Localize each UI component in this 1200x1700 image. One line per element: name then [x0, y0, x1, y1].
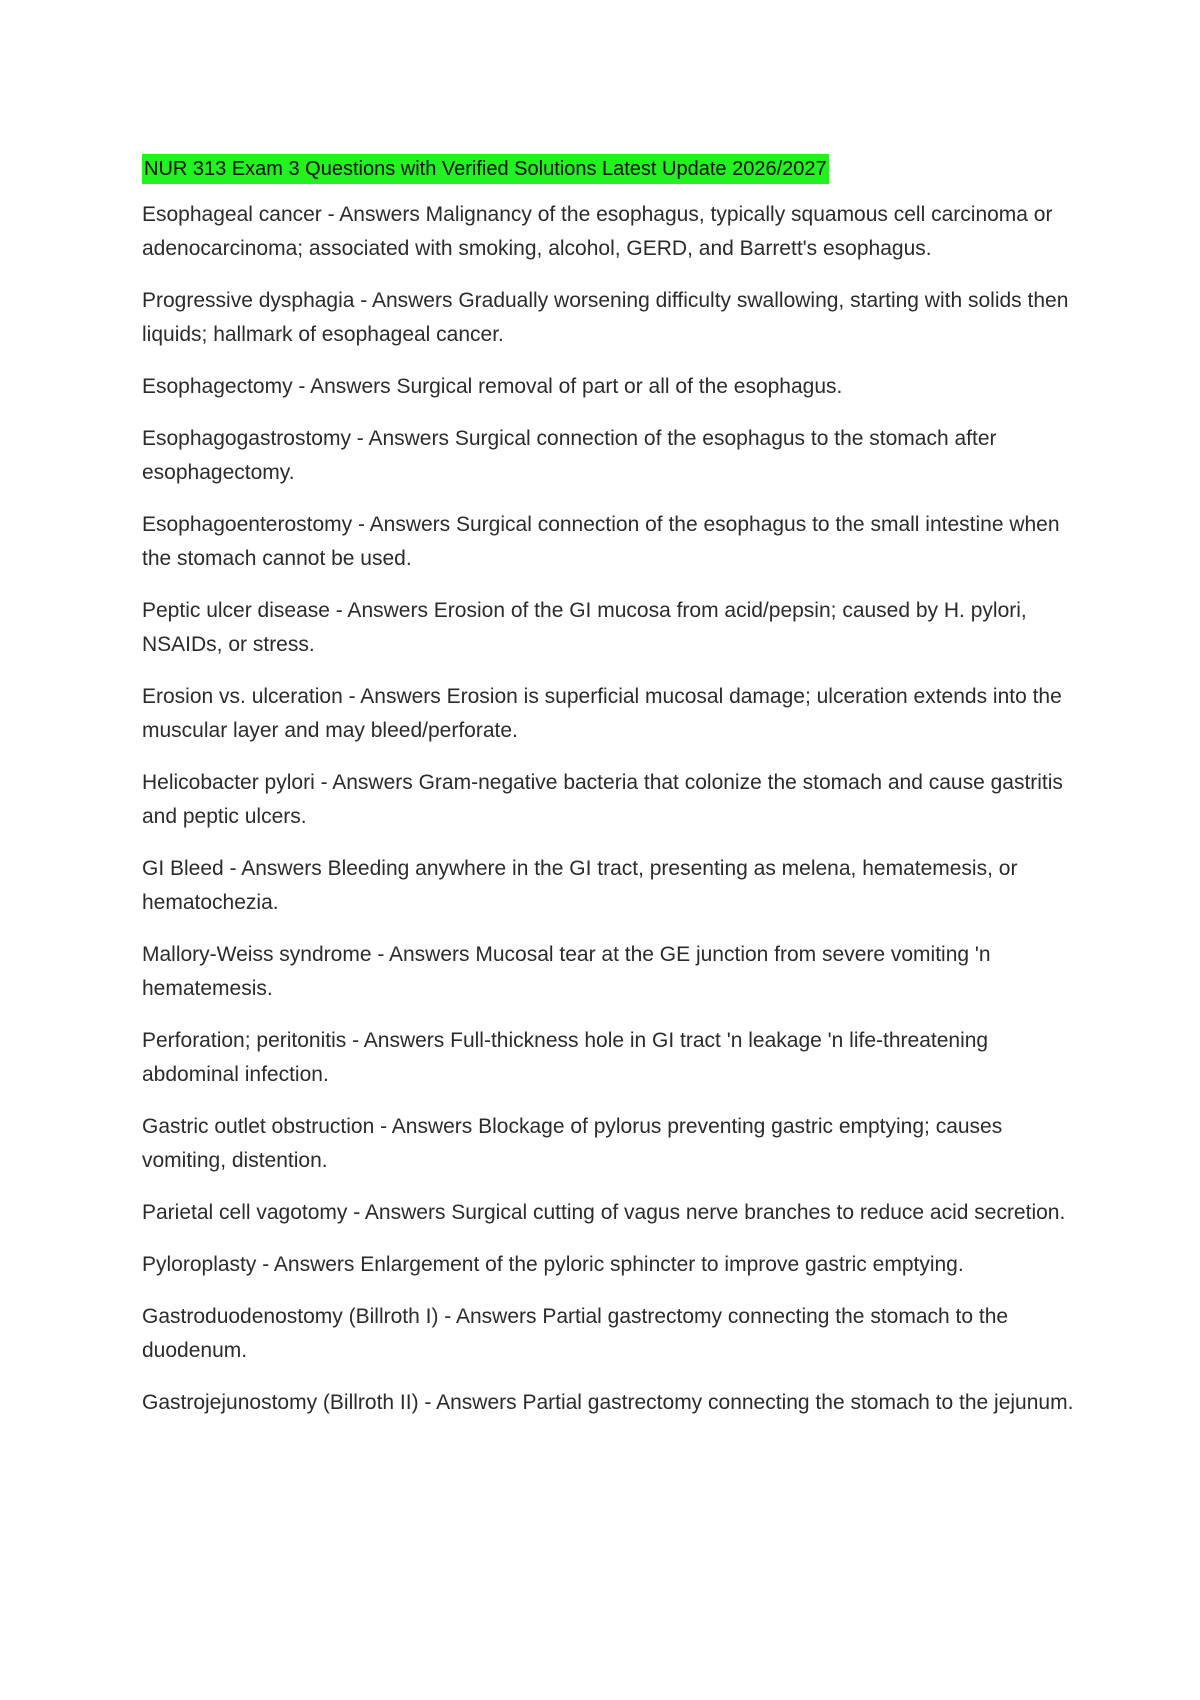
entry-gi-bleed: GI Bleed - Answers Bleeding anywhere in the GI tract, presenting as melena, hematemesis, or hematochezia. [142, 857, 1018, 914]
entry-gastroduodenostomy: Gastroduodenostomy (Billroth I) - Answers Partial gastrectomy connecting the stomach to the duodenum. [142, 1305, 1009, 1362]
entry-parietal-cell-vagotomy: Parietal cell vagotomy - Answers Surgical cutting of vagus nerve branches to reduce acid secretion. [142, 1201, 1066, 1224]
entry-pyloroplasty: Pyloroplasty - Answers Enlargement of the pyloric sphincter to improve gastric emptying. [142, 1253, 964, 1276]
entry-gastrojejunostomy: Gastrojejunostomy (Billroth II) - Answers Partial gastrectomy connecting the stomach to the jejunum. [142, 1391, 1074, 1414]
entry-mallory-weiss-syndrome: Mallory-Weiss syndrome - Answers Mucosal tear at the GE junction from severe vomiting 'n hematemesis. [142, 943, 991, 1000]
entry-perforation-peritonitis: Perforation; peritonitis - Answers Full-thickness hole in GI tract 'n leakage 'n life-threatening abdominal infection. [142, 1029, 989, 1086]
entry-list [142, 198, 1082, 1420]
entry-esophagogastrostomy: Esophagogastrostomy - Answers Surgical connection of the esophagus to the stomach after esophagectomy. [142, 427, 997, 484]
entry-esophagectomy: Esophagectomy - Answers Surgical removal of part or all of the esophagus. [142, 375, 843, 398]
entry-peptic-ulcer-disease: Peptic ulcer disease - Answers Erosion of the GI mucosa from acid/pepsin; caused by H. pylori, NSAIDs, or stress. [142, 599, 1027, 656]
entry-esophagoenterostomy: Esophagoenterostomy - Answers Surgical connection of the esophagus to the small intestine when the stomach cannot be used. [142, 513, 1060, 570]
document-body [142, 152, 1082, 1438]
entry-erosion-vs-ulceration: Erosion vs. ulceration - Answers Erosion is superficial mucosal damage; ulceration extends into the muscular layer and may bleed/perforate. [142, 685, 1062, 742]
entry-esophageal-cancer: Esophageal cancer - Answers Malignancy of the esophagus, typically squamous cell carcinoma or adenocarcinoma; associated with smoking, alcohol, GERD, and Barrett's esophagus. [142, 203, 1053, 260]
entry-gastric-outlet-obstruction: Gastric outlet obstruction - Answers Blockage of pylorus preventing gastric emptying; causes vomiting, distention. [142, 1115, 1003, 1172]
document-title: NUR 313 Exam 3 Questions with Verified Solutions Latest Update 2026/2027 [142, 154, 829, 184]
entry-progressive-dysphagia: Progressive dysphagia - Answers Gradually worsening difficulty swallowing, starting with solids then liquids; hallmark of esophageal cancer. [142, 289, 1069, 346]
entry-helicobacter-pylori: Helicobacter pylori - Answers Gram-negative bacteria that colonize the stomach and cause gastritis and peptic ulcers. [142, 771, 1063, 828]
